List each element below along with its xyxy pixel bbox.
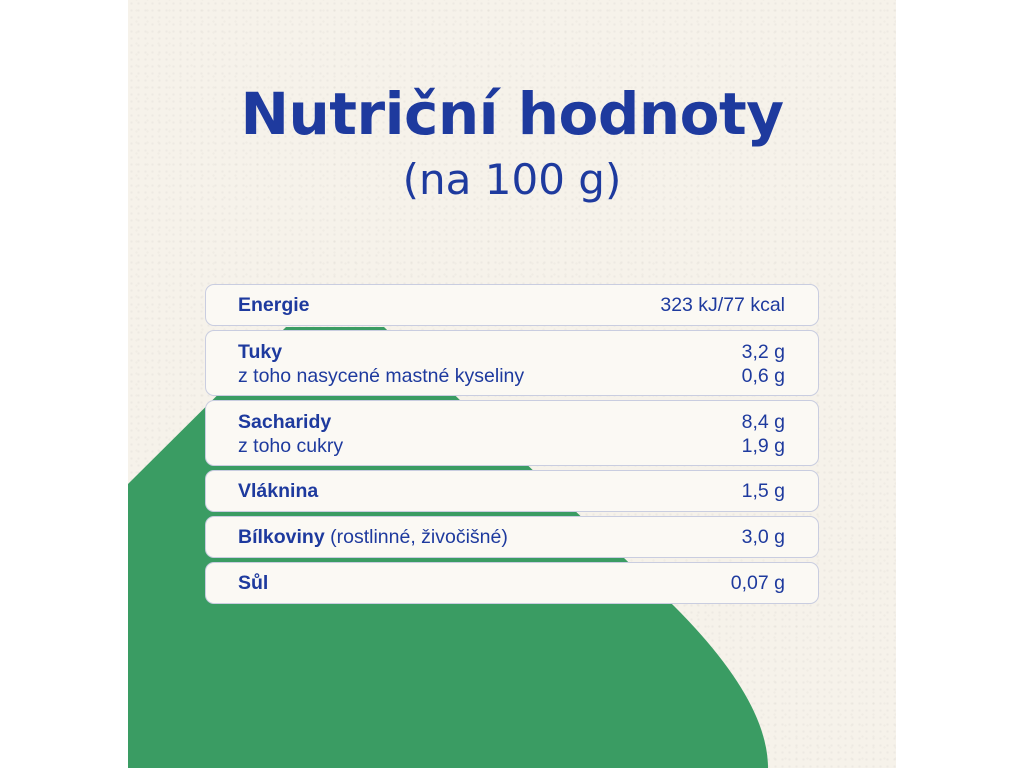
nutrient-value: 3,0 g bbox=[741, 526, 785, 548]
nutrient-label: Sacharidy bbox=[238, 411, 332, 433]
nutrition-row-tuky bbox=[205, 330, 819, 396]
nutrient-value: 1,5 g bbox=[741, 480, 785, 502]
nutrient-value: 323 kJ/77 kcal bbox=[660, 294, 785, 316]
nutrient-label: Sůl bbox=[238, 572, 269, 594]
nutrition-row-energie bbox=[205, 284, 819, 326]
nutrient-label: Energie bbox=[238, 294, 310, 316]
nutrient-value: 0,07 g bbox=[730, 572, 785, 594]
nutrient-value: 3,2 g bbox=[741, 341, 785, 363]
nutrient-sub-label: z toho nasycené mastné kyseliny bbox=[238, 365, 525, 387]
nutrient-sub-value: 1,9 g bbox=[741, 435, 785, 457]
paper-background bbox=[128, 0, 896, 768]
nutrient-label: Tuky bbox=[238, 341, 283, 363]
nutrition-row-vlaknina bbox=[205, 470, 819, 512]
nutrition-table bbox=[205, 284, 819, 608]
nutrition-row-bilkoviny bbox=[205, 516, 819, 558]
nutrient-sub-value: 0,6 g bbox=[741, 365, 785, 387]
page-subtitle: (na 100 g) bbox=[402, 155, 622, 204]
nutrition-row-sacharidy bbox=[205, 400, 819, 466]
nutrient-label: Bílkoviny bbox=[238, 526, 325, 548]
nutrient-label: Vláknina bbox=[238, 480, 319, 502]
nutrient-label-group bbox=[238, 525, 508, 549]
nutrient-sub-label: z toho cukry bbox=[238, 435, 344, 457]
nutrient-label-suffix: (rostlinné, živočišné) bbox=[324, 526, 508, 548]
nutrient-value: 8,4 g bbox=[741, 411, 785, 433]
page-title: Nutriční hodnoty bbox=[240, 80, 784, 148]
nutrition-row-sul bbox=[205, 562, 819, 604]
